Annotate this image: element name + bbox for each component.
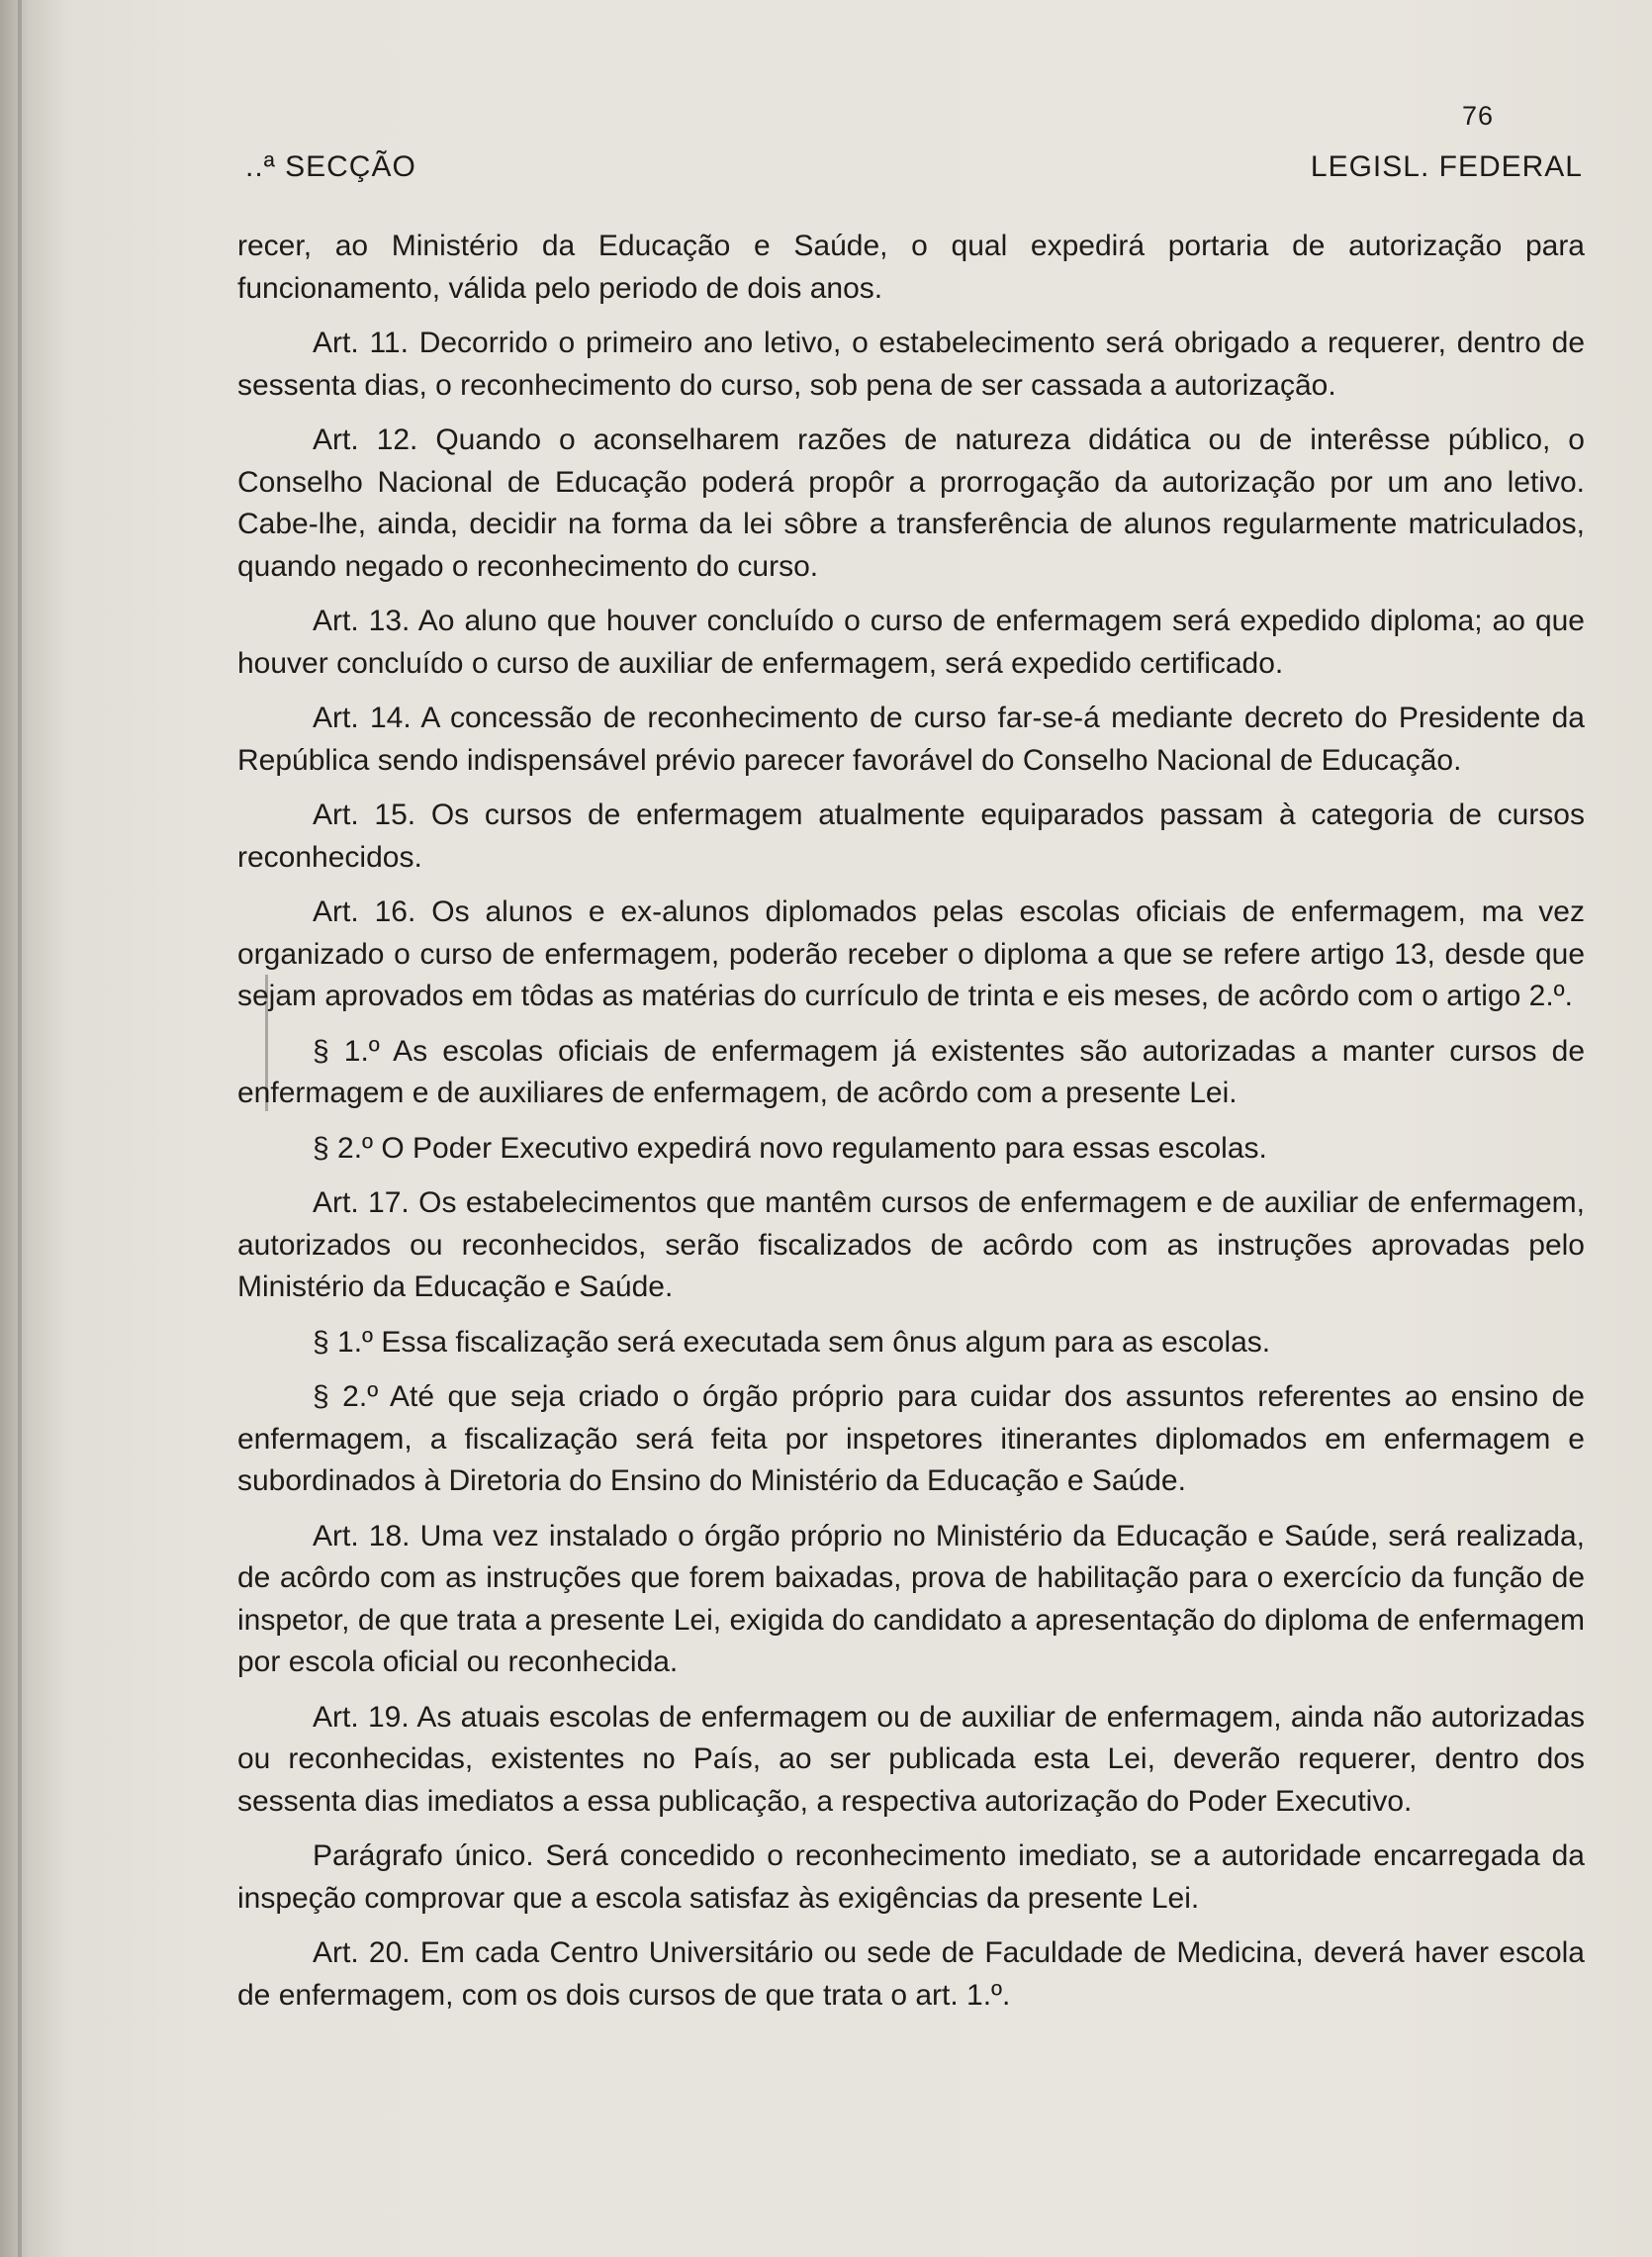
paragraph-art-19: Art. 19. As atuais escolas de enfermagem ou de auxiliar de enfermagem, ainda não autorizadas ou reconhecidas, existentes no País, ao ser publicada esta Lei, deverão requerer, dentro dos sessenta dias imediatos a essa publicação, a respectiva autorização do Poder Executivo. [237, 1700, 1585, 1818]
paragraph-art-17-par-1: § 1.º Essa fiscalização será executada sem ônus algum para as escolas. [313, 1325, 1271, 1359]
paragraph-art-18: Art. 18. Uma vez instalado o órgão próprio no Ministério da Educação e Saúde, será realizada, de acôrdo com as instruções que forem baixadas, prova de habilitação para o exercício da função de inspetor, de que trata a presente Lei, exigida do candidato a apresentação do diploma de enfermagem por escola oficial ou reconhecida. [237, 1519, 1585, 1678]
paragraph-art-16-par-1: § 1.º As escolas oficiais de enfermagem já existentes são autorizadas a manter cursos de enfermagem e de auxiliares de enfermagem, de acôrdo com a presente Lei. [237, 1034, 1585, 1109]
paragraph-art-16: Art. 16. Os alunos e ex-alunos diplomados pelas escolas oficiais de enfermagem, ma vez organizado o curso de enfermagem, poderão receber o diploma a que se refere artigo 13, desde que sejam aprovados em tôdas as matérias do currículo de trinta e eis meses, de acôrdo com o artigo 2.º. [237, 895, 1585, 1012]
paragraph-art-14: Art. 14. A concessão de reconhecimento de curso far-se-á mediante decreto do Presidente da República sendo indispensável prévio parecer favorável do Conselho Nacional de Educação. [237, 702, 1585, 777]
paragraph-art-15: Art. 15. Os cursos de enfermagem atualmente equiparados passam à categoria de cursos reconhecidos. [237, 799, 1585, 874]
paragraph-art-20: Art. 20. Em cada Centro Universitário ou sede de Faculdade de Medicina, deverá haver escola de enfermagem, com os dois cursos de que trata o art. 1.º. [237, 1936, 1585, 2012]
paragraph-art-19-sole: Parágrafo único. Será concedido o reconhecimento imediato, se a autoridade encarregada da inspeção comprovar que a escola satisfaz às exigências da presente Lei. [237, 1839, 1585, 1915]
paragraph-art-17: Art. 17. Os estabelecimentos que mantêm cursos de enfermagem e de auxiliar de enfermagem, autorizados ou reconhecidos, serão fiscalizados de acôrdo com as instruções aprovadas pelo Ministério da Educação e Saúde. [237, 1186, 1585, 1303]
publication-title: LEGISL. FEDERAL [1310, 150, 1583, 183]
paragraph-art-11: Art. 11. Decorrido o primeiro ano letivo, o estabelecimento será obrigado a requerer, dentro de sessenta dias, o reconhecimento do curso, sob pena de ser cassada a autorização. [237, 327, 1585, 402]
paragraph-continuation: recer, ao Ministério da Educação e Saúde, o qual expedirá portaria de autorização para funcionamento, válida pelo periodo de dois anos. [237, 230, 1585, 305]
section-title: ..ª SECÇÃO [245, 150, 416, 183]
running-header [198, 150, 1583, 190]
paragraph-art-12: Art. 12. Quando o aconselharem razões de natureza didática ou de interêsse público, o Conselho Nacional de Educação poderá propôr a prorrogação da autorização por um ano letivo. Cabe-lhe, ainda, decidir na forma da lei sôbre a transferência de alunos regularmente matriculados, quando negado o reconhecimento do curso. [237, 423, 1585, 583]
paragraph-art-17-par-2: § 2.º Até que seja criado o órgão próprio para cuidar dos assuntos referentes ao ensino de enfermagem, a fiscalização será feita por inspetores itinerantes diplomados em enfermagem e subordinados à Diretoria do Ensino do Ministério da Educação e Saúde. [237, 1380, 1585, 1497]
paragraph-art-16-par-2: § 2.º O Poder Executivo expedirá novo regulamento para essas escolas. [313, 1131, 1267, 1165]
paragraph-art-13: Art. 13. Ao aluno que houver concluído o curso de enfermagem será expedido diploma; ao que houver concluído o curso de auxiliar de enfermagem, será expedido certificado. [237, 605, 1585, 680]
body-text [237, 226, 1585, 2029]
binding-gutter [18, 0, 22, 2257]
page-number: 76 [1462, 101, 1495, 131]
